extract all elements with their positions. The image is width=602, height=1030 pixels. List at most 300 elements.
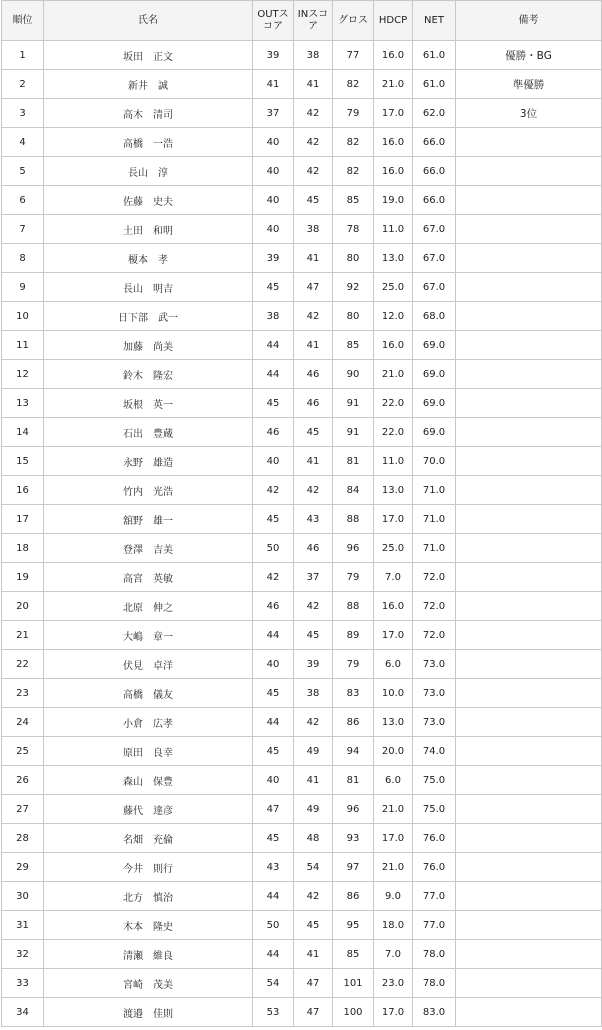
- gross-cell: 96: [333, 534, 374, 563]
- in-score-cell: 42: [294, 157, 333, 186]
- rank-cell: 28: [2, 824, 44, 853]
- table-row: [2, 389, 602, 418]
- out-score-cell: 40: [253, 650, 294, 679]
- out-score-cell: 41: [253, 70, 294, 99]
- out-score-cell: 53: [253, 998, 294, 1027]
- hdcp-cell: 22.0: [374, 389, 413, 418]
- header-notes: 備考: [456, 1, 602, 41]
- net-cell: 66.0: [413, 157, 456, 186]
- table-row: [2, 592, 602, 621]
- table-row: [2, 273, 602, 302]
- hdcp-cell: 13.0: [374, 244, 413, 273]
- note-cell: [456, 360, 602, 389]
- table-row: [2, 41, 602, 70]
- table-row: [2, 128, 602, 157]
- name-cell: 高橋 儀友: [44, 679, 253, 708]
- name-cell: 登澤 吉美: [44, 534, 253, 563]
- rank-cell: 31: [2, 911, 44, 940]
- rank-cell: 2: [2, 70, 44, 99]
- gross-cell: 85: [333, 186, 374, 215]
- in-score-cell: 37: [294, 563, 333, 592]
- rank-cell: 5: [2, 157, 44, 186]
- out-score-cell: 40: [253, 186, 294, 215]
- hdcp-cell: 6.0: [374, 650, 413, 679]
- rank-cell: 25: [2, 737, 44, 766]
- table-row: [2, 534, 602, 563]
- out-score-cell: 45: [253, 273, 294, 302]
- rank-cell: 16: [2, 476, 44, 505]
- gross-cell: 90: [333, 360, 374, 389]
- in-score-cell: 42: [294, 708, 333, 737]
- net-cell: 67.0: [413, 215, 456, 244]
- hdcp-cell: 13.0: [374, 476, 413, 505]
- note-cell: [456, 766, 602, 795]
- note-cell: [456, 331, 602, 360]
- name-cell: 今井 則行: [44, 853, 253, 882]
- gross-cell: 92: [333, 273, 374, 302]
- out-score-cell: 45: [253, 679, 294, 708]
- gross-cell: 82: [333, 70, 374, 99]
- name-cell: 佐藤 史夫: [44, 186, 253, 215]
- name-cell: 長山 淳: [44, 157, 253, 186]
- gross-cell: 78: [333, 215, 374, 244]
- table-row: [2, 882, 602, 911]
- hdcp-cell: 17.0: [374, 505, 413, 534]
- header-in-score: INスコア: [294, 1, 333, 41]
- gross-cell: 80: [333, 302, 374, 331]
- in-score-cell: 49: [294, 795, 333, 824]
- hdcp-cell: 11.0: [374, 215, 413, 244]
- out-score-cell: 40: [253, 215, 294, 244]
- note-cell: [456, 563, 602, 592]
- name-cell: 石出 豊蔵: [44, 418, 253, 447]
- rank-cell: 19: [2, 563, 44, 592]
- in-score-cell: 41: [294, 70, 333, 99]
- in-score-cell: 45: [294, 418, 333, 447]
- net-cell: 75.0: [413, 766, 456, 795]
- rank-cell: 14: [2, 418, 44, 447]
- note-cell: [456, 302, 602, 331]
- net-cell: 74.0: [413, 737, 456, 766]
- net-cell: 62.0: [413, 99, 456, 128]
- net-cell: 76.0: [413, 853, 456, 882]
- out-score-cell: 46: [253, 418, 294, 447]
- net-cell: 83.0: [413, 998, 456, 1027]
- hdcp-cell: 16.0: [374, 331, 413, 360]
- gross-cell: 79: [333, 650, 374, 679]
- note-cell: [456, 998, 602, 1027]
- table-row: [2, 418, 602, 447]
- table-row: [2, 708, 602, 737]
- table-row: [2, 215, 602, 244]
- in-score-cell: 47: [294, 273, 333, 302]
- note-cell: [456, 853, 602, 882]
- gross-cell: 83: [333, 679, 374, 708]
- net-cell: 67.0: [413, 273, 456, 302]
- out-score-cell: 40: [253, 157, 294, 186]
- in-score-cell: 41: [294, 244, 333, 273]
- gross-cell: 81: [333, 766, 374, 795]
- out-score-cell: 44: [253, 882, 294, 911]
- hdcp-cell: 20.0: [374, 737, 413, 766]
- hdcp-cell: 7.0: [374, 940, 413, 969]
- in-score-cell: 41: [294, 331, 333, 360]
- name-cell: 宮崎 茂美: [44, 969, 253, 998]
- note-cell: [456, 911, 602, 940]
- gross-cell: 82: [333, 128, 374, 157]
- rank-cell: 12: [2, 360, 44, 389]
- hdcp-cell: 21.0: [374, 795, 413, 824]
- header-out-score: OUTスコア: [253, 1, 294, 41]
- gross-cell: 101: [333, 969, 374, 998]
- name-cell: 日下部 武一: [44, 302, 253, 331]
- net-cell: 76.0: [413, 824, 456, 853]
- net-cell: 66.0: [413, 186, 456, 215]
- note-cell: [456, 418, 602, 447]
- in-score-cell: 38: [294, 41, 333, 70]
- table-row: [2, 853, 602, 882]
- note-cell: [456, 273, 602, 302]
- in-score-cell: 45: [294, 911, 333, 940]
- rank-cell: 9: [2, 273, 44, 302]
- rank-cell: 17: [2, 505, 44, 534]
- gross-cell: 89: [333, 621, 374, 650]
- gross-cell: 100: [333, 998, 374, 1027]
- name-cell: 舘野 雄一: [44, 505, 253, 534]
- in-score-cell: 45: [294, 621, 333, 650]
- header-rank: 順位: [2, 1, 44, 41]
- gross-cell: 85: [333, 940, 374, 969]
- net-cell: 66.0: [413, 128, 456, 157]
- table-row: [2, 969, 602, 998]
- hdcp-cell: 11.0: [374, 447, 413, 476]
- rank-cell: 32: [2, 940, 44, 969]
- hdcp-cell: 17.0: [374, 824, 413, 853]
- hdcp-cell: 12.0: [374, 302, 413, 331]
- out-score-cell: 44: [253, 940, 294, 969]
- net-cell: 71.0: [413, 505, 456, 534]
- in-score-cell: 42: [294, 99, 333, 128]
- note-cell: [456, 795, 602, 824]
- note-cell: [456, 389, 602, 418]
- table-row: [2, 447, 602, 476]
- out-score-cell: 40: [253, 766, 294, 795]
- name-cell: 清瀬 維良: [44, 940, 253, 969]
- in-score-cell: 38: [294, 679, 333, 708]
- hdcp-cell: 7.0: [374, 563, 413, 592]
- table-row: [2, 99, 602, 128]
- table-row: [2, 766, 602, 795]
- name-cell: 藤代 達彦: [44, 795, 253, 824]
- out-score-cell: 54: [253, 969, 294, 998]
- table-row: [2, 505, 602, 534]
- net-cell: 69.0: [413, 418, 456, 447]
- rank-cell: 29: [2, 853, 44, 882]
- name-cell: 大嶋 章一: [44, 621, 253, 650]
- hdcp-cell: 9.0: [374, 882, 413, 911]
- note-cell: [456, 534, 602, 563]
- note-cell: [456, 447, 602, 476]
- name-cell: 永野 雄造: [44, 447, 253, 476]
- gross-cell: 96: [333, 795, 374, 824]
- net-cell: 69.0: [413, 331, 456, 360]
- table-row: [2, 911, 602, 940]
- hdcp-cell: 16.0: [374, 41, 413, 70]
- note-cell: [456, 244, 602, 273]
- rank-cell: 11: [2, 331, 44, 360]
- out-score-cell: 44: [253, 360, 294, 389]
- gross-cell: 97: [333, 853, 374, 882]
- rank-cell: 26: [2, 766, 44, 795]
- net-cell: 75.0: [413, 795, 456, 824]
- in-score-cell: 46: [294, 534, 333, 563]
- header-hdcp: HDCP: [374, 1, 413, 41]
- net-cell: 73.0: [413, 650, 456, 679]
- name-cell: 新井 誠: [44, 70, 253, 99]
- table-row: [2, 998, 602, 1027]
- table-row: [2, 331, 602, 360]
- note-cell: [456, 882, 602, 911]
- gross-cell: 79: [333, 99, 374, 128]
- in-score-cell: 46: [294, 389, 333, 418]
- gross-cell: 82: [333, 157, 374, 186]
- table-row: [2, 302, 602, 331]
- in-score-cell: 42: [294, 128, 333, 157]
- out-score-cell: 39: [253, 41, 294, 70]
- table-row: [2, 157, 602, 186]
- gross-cell: 94: [333, 737, 374, 766]
- in-score-cell: 42: [294, 882, 333, 911]
- out-score-cell: 45: [253, 737, 294, 766]
- header-net: NET: [413, 1, 456, 41]
- name-cell: 高宮 英敏: [44, 563, 253, 592]
- hdcp-cell: 6.0: [374, 766, 413, 795]
- gross-cell: 81: [333, 447, 374, 476]
- out-score-cell: 50: [253, 534, 294, 563]
- header-name: 氏名: [44, 1, 253, 41]
- name-cell: 高木 清司: [44, 99, 253, 128]
- note-cell: [456, 505, 602, 534]
- gross-cell: 95: [333, 911, 374, 940]
- gross-cell: 77: [333, 41, 374, 70]
- in-score-cell: 41: [294, 447, 333, 476]
- name-cell: 竹内 光浩: [44, 476, 253, 505]
- hdcp-cell: 25.0: [374, 273, 413, 302]
- out-score-cell: 42: [253, 563, 294, 592]
- rank-cell: 30: [2, 882, 44, 911]
- hdcp-cell: 19.0: [374, 186, 413, 215]
- rank-cell: 20: [2, 592, 44, 621]
- table-row: [2, 679, 602, 708]
- in-score-cell: 42: [294, 476, 333, 505]
- net-cell: 69.0: [413, 389, 456, 418]
- header-gross: グロス: [333, 1, 374, 41]
- gross-cell: 93: [333, 824, 374, 853]
- hdcp-cell: 17.0: [374, 621, 413, 650]
- out-score-cell: 38: [253, 302, 294, 331]
- in-score-cell: 46: [294, 360, 333, 389]
- hdcp-cell: 10.0: [374, 679, 413, 708]
- gross-cell: 91: [333, 389, 374, 418]
- table-body: [2, 41, 602, 1027]
- gross-cell: 79: [333, 563, 374, 592]
- in-score-cell: 47: [294, 998, 333, 1027]
- net-cell: 67.0: [413, 244, 456, 273]
- out-score-cell: 45: [253, 824, 294, 853]
- out-score-cell: 37: [253, 99, 294, 128]
- rank-cell: 22: [2, 650, 44, 679]
- out-score-cell: 39: [253, 244, 294, 273]
- hdcp-cell: 21.0: [374, 360, 413, 389]
- in-score-cell: 49: [294, 737, 333, 766]
- out-score-cell: 40: [253, 447, 294, 476]
- note-cell: 3位: [456, 99, 602, 128]
- table-row: [2, 824, 602, 853]
- hdcp-cell: 21.0: [374, 70, 413, 99]
- note-cell: 優勝・BG: [456, 41, 602, 70]
- in-score-cell: 48: [294, 824, 333, 853]
- note-cell: [456, 186, 602, 215]
- table-header: [2, 1, 602, 41]
- gross-cell: 88: [333, 505, 374, 534]
- rank-cell: 6: [2, 186, 44, 215]
- net-cell: 68.0: [413, 302, 456, 331]
- net-cell: 77.0: [413, 882, 456, 911]
- rank-cell: 7: [2, 215, 44, 244]
- in-score-cell: 45: [294, 186, 333, 215]
- name-cell: 榎本 孝: [44, 244, 253, 273]
- net-cell: 71.0: [413, 476, 456, 505]
- out-score-cell: 40: [253, 128, 294, 157]
- rank-cell: 4: [2, 128, 44, 157]
- hdcp-cell: 25.0: [374, 534, 413, 563]
- name-cell: 高橋 一浩: [44, 128, 253, 157]
- net-cell: 72.0: [413, 563, 456, 592]
- name-cell: 長山 明吉: [44, 273, 253, 302]
- table-row: [2, 650, 602, 679]
- net-cell: 61.0: [413, 70, 456, 99]
- out-score-cell: 42: [253, 476, 294, 505]
- table-row: [2, 476, 602, 505]
- note-cell: [456, 128, 602, 157]
- rank-cell: 21: [2, 621, 44, 650]
- name-cell: 北原 伸之: [44, 592, 253, 621]
- name-cell: 渡邉 佳則: [44, 998, 253, 1027]
- name-cell: 鈴木 隆宏: [44, 360, 253, 389]
- name-cell: 加藤 尚美: [44, 331, 253, 360]
- net-cell: 69.0: [413, 360, 456, 389]
- net-cell: 72.0: [413, 592, 456, 621]
- table-row: [2, 563, 602, 592]
- hdcp-cell: 17.0: [374, 998, 413, 1027]
- out-score-cell: 44: [253, 621, 294, 650]
- table-row: [2, 70, 602, 99]
- note-cell: [456, 940, 602, 969]
- out-score-cell: 43: [253, 853, 294, 882]
- in-score-cell: 39: [294, 650, 333, 679]
- in-score-cell: 42: [294, 592, 333, 621]
- in-score-cell: 54: [294, 853, 333, 882]
- hdcp-cell: 16.0: [374, 157, 413, 186]
- hdcp-cell: 21.0: [374, 853, 413, 882]
- rank-cell: 10: [2, 302, 44, 331]
- rank-cell: 1: [2, 41, 44, 70]
- hdcp-cell: 22.0: [374, 418, 413, 447]
- in-score-cell: 41: [294, 766, 333, 795]
- hdcp-cell: 16.0: [374, 128, 413, 157]
- note-cell: [456, 650, 602, 679]
- out-score-cell: 46: [253, 592, 294, 621]
- in-score-cell: 42: [294, 302, 333, 331]
- in-score-cell: 43: [294, 505, 333, 534]
- results-table: [1, 0, 602, 1027]
- gross-cell: 80: [333, 244, 374, 273]
- rank-cell: 23: [2, 679, 44, 708]
- out-score-cell: 44: [253, 708, 294, 737]
- net-cell: 70.0: [413, 447, 456, 476]
- note-cell: [456, 621, 602, 650]
- table-row: [2, 621, 602, 650]
- note-cell: [456, 157, 602, 186]
- rank-cell: 13: [2, 389, 44, 418]
- net-cell: 73.0: [413, 679, 456, 708]
- name-cell: 木本 隆史: [44, 911, 253, 940]
- net-cell: 61.0: [413, 41, 456, 70]
- gross-cell: 86: [333, 708, 374, 737]
- table-row: [2, 795, 602, 824]
- name-cell: 名畑 充倫: [44, 824, 253, 853]
- hdcp-cell: 13.0: [374, 708, 413, 737]
- table-row: [2, 360, 602, 389]
- rank-cell: 15: [2, 447, 44, 476]
- rank-cell: 8: [2, 244, 44, 273]
- gross-cell: 88: [333, 592, 374, 621]
- in-score-cell: 41: [294, 940, 333, 969]
- rank-cell: 3: [2, 99, 44, 128]
- in-score-cell: 38: [294, 215, 333, 244]
- note-cell: [456, 476, 602, 505]
- rank-cell: 18: [2, 534, 44, 563]
- out-score-cell: 45: [253, 389, 294, 418]
- name-cell: 北方 慎治: [44, 882, 253, 911]
- out-score-cell: 47: [253, 795, 294, 824]
- note-cell: [456, 824, 602, 853]
- hdcp-cell: 16.0: [374, 592, 413, 621]
- note-cell: [456, 215, 602, 244]
- table-row: [2, 940, 602, 969]
- gross-cell: 85: [333, 331, 374, 360]
- net-cell: 71.0: [413, 534, 456, 563]
- note-cell: [456, 969, 602, 998]
- rank-cell: 34: [2, 998, 44, 1027]
- rank-cell: 27: [2, 795, 44, 824]
- table-row: [2, 186, 602, 215]
- name-cell: 伏見 卓洋: [44, 650, 253, 679]
- out-score-cell: 50: [253, 911, 294, 940]
- hdcp-cell: 18.0: [374, 911, 413, 940]
- hdcp-cell: 23.0: [374, 969, 413, 998]
- net-cell: 78.0: [413, 969, 456, 998]
- net-cell: 77.0: [413, 911, 456, 940]
- name-cell: 小倉 広孝: [44, 708, 253, 737]
- table-row: [2, 244, 602, 273]
- header-row: [2, 1, 602, 41]
- note-cell: 準優勝: [456, 70, 602, 99]
- name-cell: 原田 良幸: [44, 737, 253, 766]
- rank-cell: 33: [2, 969, 44, 998]
- name-cell: 坂田 正文: [44, 41, 253, 70]
- net-cell: 72.0: [413, 621, 456, 650]
